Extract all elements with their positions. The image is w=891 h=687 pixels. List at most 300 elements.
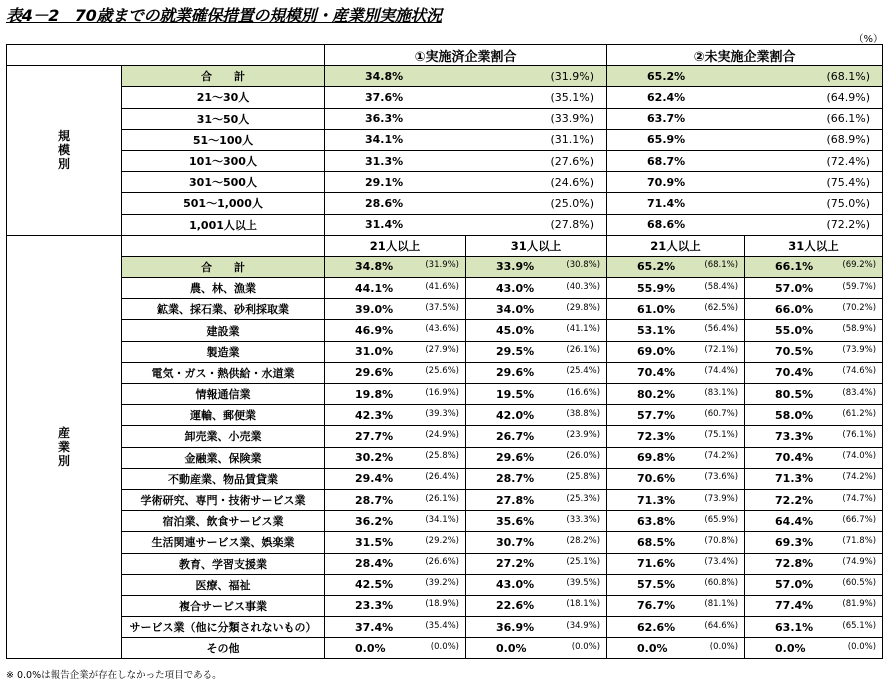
current-value: 71.3%: [775, 472, 814, 486]
value-cell: [325, 256, 466, 277]
value-cell: [607, 150, 883, 171]
value-cell: [607, 489, 745, 510]
previous-value: (25.4%): [566, 366, 601, 377]
row-label: 501～1,000人: [122, 193, 325, 214]
current-value: 55.9%: [637, 281, 676, 295]
value-cell: [325, 532, 466, 553]
row-label: 卸売業、小売業: [122, 426, 325, 447]
current-value: 34.8%: [365, 69, 404, 83]
current-value: 57.0%: [775, 578, 814, 592]
value-cell: [607, 384, 745, 405]
value-cell: [325, 214, 607, 235]
page-title: 表4－2 70歳までの就業確保措置の規模別・産業別実施状況: [6, 6, 442, 25]
current-value: 69.0%: [637, 345, 676, 359]
current-value: 0.0%: [355, 641, 386, 655]
industry-row: [7, 638, 883, 659]
size-section-label: 規 模 別: [7, 66, 122, 236]
unit-label: （%）: [853, 34, 883, 45]
previous-value: (27.6%): [550, 154, 595, 168]
value-cell: [607, 193, 883, 214]
value-cell: [466, 468, 607, 489]
previous-value: (66.7%): [842, 514, 877, 525]
current-value: 71.6%: [637, 557, 676, 571]
value-cell: [466, 299, 607, 320]
current-value: 72.8%: [775, 557, 814, 571]
footnote: ※ 0.0%は報告企業が存在しなかった項目である。: [6, 670, 222, 681]
industry-row: [7, 278, 883, 299]
previous-value: (25.8%): [566, 472, 601, 483]
current-value: 46.9%: [355, 324, 394, 338]
previous-value: (81.1%): [704, 599, 739, 610]
row-label: 建設業: [122, 320, 325, 341]
current-value: 34.0%: [496, 302, 535, 316]
previous-value: (25.6%): [425, 366, 459, 377]
header-blank: [7, 45, 325, 66]
previous-value: (74.4%): [704, 366, 739, 377]
previous-value: (39.3%): [425, 408, 459, 419]
row-label: 合 計: [122, 256, 325, 277]
current-value: 70.5%: [775, 345, 814, 359]
value-cell: [607, 172, 883, 193]
value-cell: [466, 595, 607, 616]
current-value: 42.5%: [355, 578, 394, 592]
value-cell: [745, 405, 883, 426]
row-label: 合 計: [122, 66, 325, 87]
previous-value: (27.8%): [550, 218, 595, 232]
size-row: [7, 193, 883, 214]
value-cell: [325, 278, 466, 299]
industry-section-label: 産 業 別: [7, 235, 122, 659]
current-value: 39.0%: [355, 302, 394, 316]
value-cell: [466, 553, 607, 574]
current-value: 31.4%: [365, 218, 404, 232]
row-label: 情報通信業: [122, 384, 325, 405]
previous-value: (29.2%): [425, 535, 459, 546]
previous-value: (33.9%): [550, 112, 595, 126]
size-row: [7, 172, 883, 193]
row-label: 製造業: [122, 341, 325, 362]
value-cell: [325, 299, 466, 320]
row-label: 複合サービス事業: [122, 595, 325, 616]
previous-value: (0.0%): [571, 641, 601, 652]
current-value: 23.3%: [355, 599, 394, 613]
subheader-row: [7, 235, 883, 256]
value-cell: [745, 617, 883, 638]
value-cell: [607, 638, 745, 659]
current-value: 72.3%: [637, 429, 676, 443]
value-cell: [745, 362, 883, 383]
previous-value: (41.1%): [566, 324, 601, 335]
value-cell: [466, 617, 607, 638]
previous-value: (75.1%): [704, 429, 739, 440]
value-cell: [325, 108, 607, 129]
subheader-cell: 21人以上: [325, 235, 466, 256]
row-label: 31～50人: [122, 108, 325, 129]
size-row: [7, 129, 883, 150]
row-label: 51～100人: [122, 129, 325, 150]
value-cell: [325, 172, 607, 193]
current-value: 27.2%: [496, 557, 535, 571]
current-value: 64.4%: [775, 514, 814, 528]
industry-row: [7, 617, 883, 638]
value-cell: [466, 405, 607, 426]
current-value: 29.4%: [355, 472, 394, 486]
previous-value: (68.1%): [704, 260, 739, 271]
previous-value: (29.8%): [566, 302, 601, 313]
current-value: 36.3%: [365, 112, 404, 126]
value-cell: [325, 66, 607, 87]
current-value: 71.3%: [637, 493, 676, 507]
current-value: 28.7%: [496, 472, 535, 486]
row-label: その他: [122, 638, 325, 659]
value-cell: [607, 129, 883, 150]
current-value: 33.9%: [496, 260, 535, 274]
current-value: 65.2%: [637, 260, 676, 274]
row-label: サービス業（他に分類されないもの）: [122, 617, 325, 638]
value-cell: [466, 256, 607, 277]
previous-value: (60.5%): [842, 578, 877, 589]
current-value: 0.0%: [496, 641, 527, 655]
previous-value: (26.1%): [425, 493, 459, 504]
value-cell: [325, 617, 466, 638]
value-cell: [745, 299, 883, 320]
value-cell: [745, 426, 883, 447]
current-value: 42.0%: [496, 408, 535, 422]
previous-value: (59.7%): [842, 281, 877, 292]
row-label: 101～300人: [122, 150, 325, 171]
previous-value: (75.4%): [826, 175, 871, 189]
size-row: [7, 214, 883, 235]
value-cell: [466, 511, 607, 532]
value-cell: [466, 362, 607, 383]
previous-value: (24.6%): [550, 175, 595, 189]
value-cell: [466, 426, 607, 447]
previous-value: (34.1%): [425, 514, 459, 525]
current-value: 30.2%: [355, 451, 394, 465]
previous-value: (25.8%): [425, 451, 459, 462]
current-value: 31.0%: [355, 345, 394, 359]
value-cell: [607, 511, 745, 532]
previous-value: (43.6%): [425, 324, 459, 335]
current-value: 30.7%: [496, 535, 535, 549]
previous-value: (40.3%): [566, 281, 601, 292]
size-row: [7, 150, 883, 171]
current-value: 28.7%: [355, 493, 394, 507]
value-cell: [325, 574, 466, 595]
row-label: 運輸、郵便業: [122, 405, 325, 426]
value-cell: [325, 638, 466, 659]
current-value: 35.6%: [496, 514, 535, 528]
value-cell: [325, 405, 466, 426]
value-cell: [607, 405, 745, 426]
previous-value: (24.9%): [425, 429, 459, 440]
current-value: 72.2%: [775, 493, 814, 507]
value-cell: [325, 384, 466, 405]
current-value: 69.8%: [637, 451, 676, 465]
previous-value: (61.2%): [842, 408, 877, 419]
previous-value: (31.1%): [550, 133, 595, 147]
previous-value: (72.4%): [826, 154, 871, 168]
value-cell: [466, 447, 607, 468]
value-cell: [745, 511, 883, 532]
current-value: 29.6%: [355, 366, 394, 380]
previous-value: (75.0%): [826, 196, 871, 210]
value-cell: [325, 320, 466, 341]
value-cell: [745, 341, 883, 362]
current-value: 19.5%: [496, 387, 535, 401]
value-cell: [745, 447, 883, 468]
current-value: 28.6%: [365, 196, 404, 210]
value-cell: [745, 256, 883, 277]
value-cell: [745, 574, 883, 595]
current-value: 66.1%: [775, 260, 814, 274]
current-value: 65.9%: [647, 133, 686, 147]
value-cell: [607, 426, 745, 447]
current-value: 37.4%: [355, 620, 394, 634]
current-value: 55.0%: [775, 324, 814, 338]
row-label: 金融業、保険業: [122, 447, 325, 468]
row-label: 不動産業、物品賃貸業: [122, 468, 325, 489]
previous-value: (0.0%): [430, 641, 459, 652]
previous-value: (72.1%): [704, 345, 739, 356]
value-cell: [325, 489, 466, 510]
industry-row: [7, 320, 883, 341]
current-value: 70.4%: [775, 366, 814, 380]
current-value: 31.3%: [365, 154, 404, 168]
value-cell: [325, 553, 466, 574]
previous-value: (41.6%): [425, 281, 459, 292]
previous-value: (73.4%): [704, 557, 739, 568]
subheader-blank: [122, 235, 325, 256]
current-value: 63.8%: [637, 514, 676, 528]
previous-value: (68.9%): [826, 133, 871, 147]
value-cell: [607, 108, 883, 129]
value-cell: [325, 87, 607, 108]
previous-value: (18.1%): [566, 599, 601, 610]
industry-row: [7, 405, 883, 426]
current-value: 29.1%: [365, 175, 404, 189]
value-cell: [466, 341, 607, 362]
previous-value: (16.9%): [425, 387, 459, 398]
previous-value: (65.9%): [704, 514, 739, 525]
value-cell: [607, 553, 745, 574]
industry-row: [7, 595, 883, 616]
previous-value: (26.1%): [566, 345, 601, 356]
industry-row: [7, 511, 883, 532]
industry-row: [7, 256, 883, 277]
current-value: 0.0%: [637, 641, 668, 655]
current-value: 27.8%: [496, 493, 535, 507]
current-value: 80.5%: [775, 387, 814, 401]
previous-value: (26.4%): [425, 472, 459, 483]
current-value: 70.9%: [647, 175, 686, 189]
current-value: 34.8%: [355, 260, 394, 274]
value-cell: [607, 214, 883, 235]
value-cell: [466, 638, 607, 659]
previous-value: (83.1%): [704, 387, 739, 398]
previous-value: (31.9%): [550, 69, 595, 83]
value-cell: [466, 489, 607, 510]
current-value: 68.5%: [637, 535, 676, 549]
current-value: 43.0%: [496, 578, 535, 592]
current-value: 66.0%: [775, 302, 814, 316]
value-cell: [325, 362, 466, 383]
current-value: 22.6%: [496, 599, 535, 613]
current-value: 57.7%: [637, 408, 676, 422]
value-cell: [607, 320, 745, 341]
value-cell: [607, 87, 883, 108]
header-implemented: ①実施済企業割合: [325, 45, 607, 66]
industry-row: [7, 532, 883, 553]
value-cell: [466, 384, 607, 405]
row-label: 教育、学習支援業: [122, 553, 325, 574]
industry-row: [7, 447, 883, 468]
current-value: 69.3%: [775, 535, 814, 549]
previous-value: (73.6%): [704, 472, 739, 483]
size-row: [7, 108, 883, 129]
data-table: [6, 44, 883, 659]
current-value: 57.0%: [775, 281, 814, 295]
previous-value: (31.9%): [425, 260, 459, 271]
size-row: [7, 66, 883, 87]
row-label: 301～500人: [122, 172, 325, 193]
row-label: 電気・ガス・熱供給・水道業: [122, 362, 325, 383]
value-cell: [607, 447, 745, 468]
value-cell: [745, 595, 883, 616]
subheader-cell: 31人以上: [745, 235, 883, 256]
current-value: 76.7%: [637, 599, 676, 613]
previous-value: (23.9%): [566, 429, 601, 440]
value-cell: [325, 511, 466, 532]
current-value: 42.3%: [355, 408, 394, 422]
previous-value: (72.2%): [826, 218, 871, 232]
previous-value: (26.6%): [425, 557, 459, 568]
row-label: 鉱業、採石業、砂利採取業: [122, 299, 325, 320]
previous-value: (0.0%): [847, 641, 877, 652]
current-value: 70.4%: [775, 451, 814, 465]
value-cell: [325, 595, 466, 616]
value-cell: [607, 595, 745, 616]
previous-value: (64.6%): [704, 620, 739, 631]
value-cell: [607, 66, 883, 87]
current-value: 0.0%: [775, 641, 806, 655]
previous-value: (37.5%): [425, 302, 459, 313]
row-label: 生活関連サービス業、娯楽業: [122, 532, 325, 553]
previous-value: (35.1%): [550, 90, 595, 104]
previous-value: (74.2%): [842, 472, 877, 483]
industry-row: [7, 574, 883, 595]
row-label: 学術研究、専門・技術サービス業: [122, 489, 325, 510]
value-cell: [607, 532, 745, 553]
value-cell: [466, 320, 607, 341]
value-cell: [607, 256, 745, 277]
previous-value: (74.9%): [842, 557, 877, 568]
previous-value: (38.8%): [566, 408, 601, 419]
value-cell: [745, 638, 883, 659]
value-cell: [325, 426, 466, 447]
value-cell: [325, 193, 607, 214]
size-row: [7, 87, 883, 108]
current-value: 71.4%: [647, 196, 686, 210]
value-cell: [607, 617, 745, 638]
previous-value: (28.2%): [566, 535, 601, 546]
previous-value: (35.4%): [425, 620, 459, 631]
value-cell: [607, 278, 745, 299]
value-cell: [745, 553, 883, 574]
current-value: 62.6%: [637, 620, 676, 634]
current-value: 44.1%: [355, 281, 394, 295]
current-value: 68.6%: [647, 218, 686, 232]
previous-value: (74.7%): [842, 493, 877, 504]
row-label: 医療、福祉: [122, 574, 325, 595]
previous-value: (81.9%): [842, 599, 877, 610]
industry-row: [7, 426, 883, 447]
industry-row: [7, 384, 883, 405]
current-value: 65.2%: [647, 69, 686, 83]
previous-value: (58.9%): [842, 324, 877, 335]
previous-value: (74.6%): [842, 366, 877, 377]
current-value: 63.1%: [775, 620, 814, 634]
previous-value: (70.8%): [704, 535, 739, 546]
value-cell: [607, 574, 745, 595]
current-value: 31.5%: [355, 535, 394, 549]
previous-value: (56.4%): [704, 324, 739, 335]
previous-value: (74.0%): [842, 451, 877, 462]
value-cell: [745, 468, 883, 489]
previous-value: (33.3%): [566, 514, 601, 525]
value-cell: [325, 129, 607, 150]
industry-row: [7, 489, 883, 510]
value-cell: [745, 532, 883, 553]
previous-value: (62.5%): [704, 302, 739, 313]
value-cell: [745, 384, 883, 405]
value-cell: [745, 489, 883, 510]
previous-value: (30.8%): [566, 260, 601, 271]
value-cell: [607, 299, 745, 320]
current-value: 26.7%: [496, 429, 535, 443]
row-label: 宿泊業、飲食サービス業: [122, 511, 325, 532]
value-cell: [466, 532, 607, 553]
previous-value: (27.9%): [425, 345, 459, 356]
previous-value: (60.8%): [704, 578, 739, 589]
previous-value: (83.4%): [842, 387, 877, 398]
value-cell: [466, 574, 607, 595]
current-value: 53.1%: [637, 324, 676, 338]
row-label: 21～30人: [122, 87, 325, 108]
value-cell: [745, 278, 883, 299]
header-not-implemented: ②未実施企業割合: [607, 45, 883, 66]
current-value: 45.0%: [496, 324, 535, 338]
previous-value: (25.3%): [566, 493, 601, 504]
previous-value: (16.6%): [566, 387, 601, 398]
current-value: 63.7%: [647, 112, 686, 126]
industry-row: [7, 362, 883, 383]
previous-value: (39.5%): [566, 578, 601, 589]
value-cell: [745, 320, 883, 341]
current-value: 61.0%: [637, 302, 676, 316]
value-cell: [325, 341, 466, 362]
value-cell: [325, 447, 466, 468]
current-value: 29.6%: [496, 366, 535, 380]
row-label: 1,001人以上: [122, 214, 325, 235]
current-value: 28.4%: [355, 557, 394, 571]
value-cell: [607, 362, 745, 383]
previous-value: (34.9%): [566, 620, 601, 631]
current-value: 37.6%: [365, 90, 404, 104]
previous-value: (74.2%): [704, 451, 739, 462]
industry-row: [7, 468, 883, 489]
value-cell: [325, 150, 607, 171]
